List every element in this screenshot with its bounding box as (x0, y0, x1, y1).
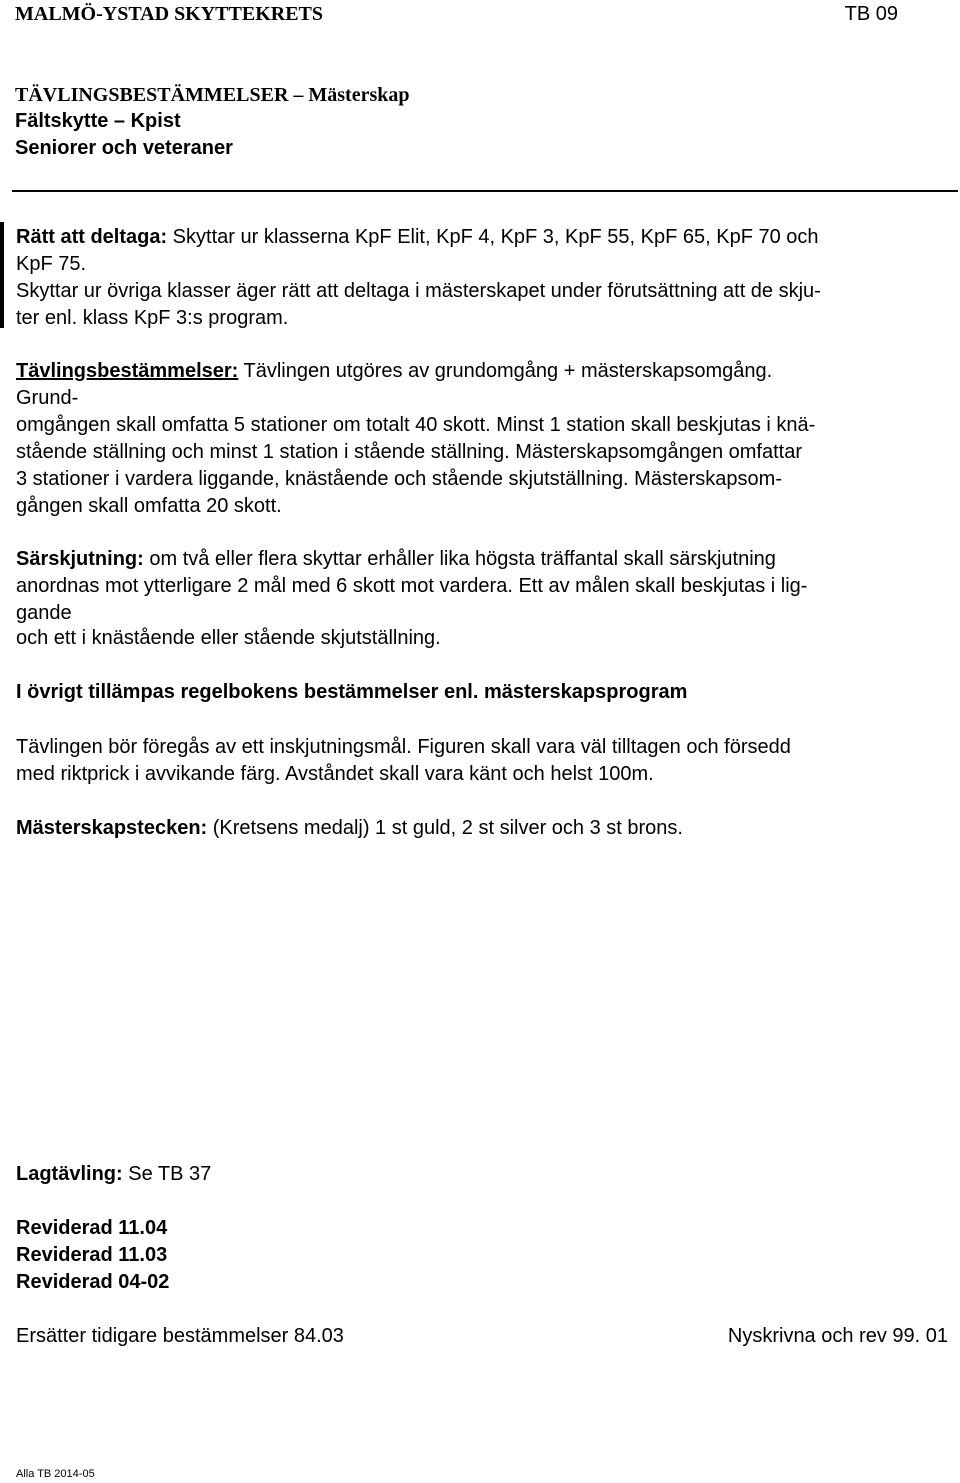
team-line (16, 1161, 950, 1188)
eligibility-line-3: Skyttar ur övriga klasser äger rätt att deltaga i mästerskapet under förutsättning att de skju- (16, 280, 821, 302)
page-subtitle-discipline: Fältskytte – Kpist (15, 110, 181, 132)
header-divider (12, 190, 958, 192)
eligibility-line-4: ter enl. klass KpF 3:s program. (16, 307, 289, 329)
otherwise-rule: I övrigt tillämpas regelbokens bestämmelser enl. mästerskapsprogram (16, 681, 688, 703)
team-text: Se TB 37 (122, 1163, 212, 1185)
revision-2: Reviderad 11.03 (16, 1244, 168, 1266)
revision-3: Reviderad 04-02 (16, 1271, 170, 1293)
rules-line-2: Grund- (16, 387, 79, 409)
badge-label: Mästerskapstecken: (16, 817, 208, 839)
shootoff-line-4: och ett i knästående eller stående skjutställning. (16, 627, 441, 649)
replaces-note: Ersätter tidigare bestämmelser 84.03 (16, 1325, 344, 1347)
organization-name: MALMÖ-YSTAD SKYTTEKRETS (15, 3, 324, 25)
rules-line-3: omgången skall omfatta 5 stationer om totalt 40 skott. Minst 1 station skall beskjutas i knä- (16, 414, 816, 436)
document-id: TB 09 (844, 3, 898, 25)
rules-line-4: stående ställning och minst 1 station i stående ställning. Mästerskapsomgången omfattar (16, 441, 802, 463)
rules-line-6: gången skall omfatta 20 skott. (16, 495, 282, 517)
team-label: Lagtävling: (16, 1163, 123, 1185)
badge-line (16, 815, 950, 842)
shootoff-line-3: gande (16, 602, 72, 624)
shootoff-label: Särskjutning: (16, 548, 144, 570)
shootoff-text-1: om två eller flera skyttar erhåller lika högsta träffantal skall särskjutning (143, 548, 776, 570)
rules-line-1 (16, 358, 950, 385)
eligibility-line-2: KpF 75. (16, 253, 87, 275)
shootoff-line-2: anordnas mot ytterligare 2 mål med 6 skott mot vardera. Ett av målen skall beskjutas i lig- (16, 575, 808, 597)
page-title: TÄVLINGSBESTÄMMELSER – Mästerskap (15, 84, 410, 106)
rules-text-1: Tävlingen utgöres av grundomgång + mästerskapsomgång. (238, 360, 773, 382)
eligibility-text-1: Skyttar ur klasserna KpF Elit, KpF 4, KpF 3, KpF 55, KpF 65, KpF 70 och (167, 226, 819, 248)
rules-line-5: 3 stationer i vardera liggande, knästående och stående skjutställning. Mästerskapsom- (16, 468, 782, 490)
badge-text: (Kretsens medalj) 1 st guld, 2 st silver och 3 st brons. (207, 817, 683, 839)
rules-label: Tävlingsbestämmelser: (16, 360, 239, 382)
revision-1: Reviderad 11.04 (16, 1217, 168, 1239)
eligibility-line-1 (16, 224, 950, 251)
newly-written-note: Nyskrivna och rev 99. 01 (727, 1325, 948, 1347)
shootoff-line-1 (16, 546, 950, 573)
change-bar (0, 222, 4, 328)
warmup-line-2: med riktprick i avvikande färg. Avståndet skall vara känt och helst 100m. (16, 763, 654, 785)
warmup-line-1: Tävlingen bör föregås av ett inskjutningsmål. Figuren skall vara väl tilltagen och försedd (16, 736, 791, 758)
footer-stamp: Alla TB 2014-05 (16, 1468, 95, 1480)
page-subtitle-class: Seniorer och veteraner (15, 137, 233, 159)
eligibility-label: Rätt att deltaga: (16, 226, 168, 248)
